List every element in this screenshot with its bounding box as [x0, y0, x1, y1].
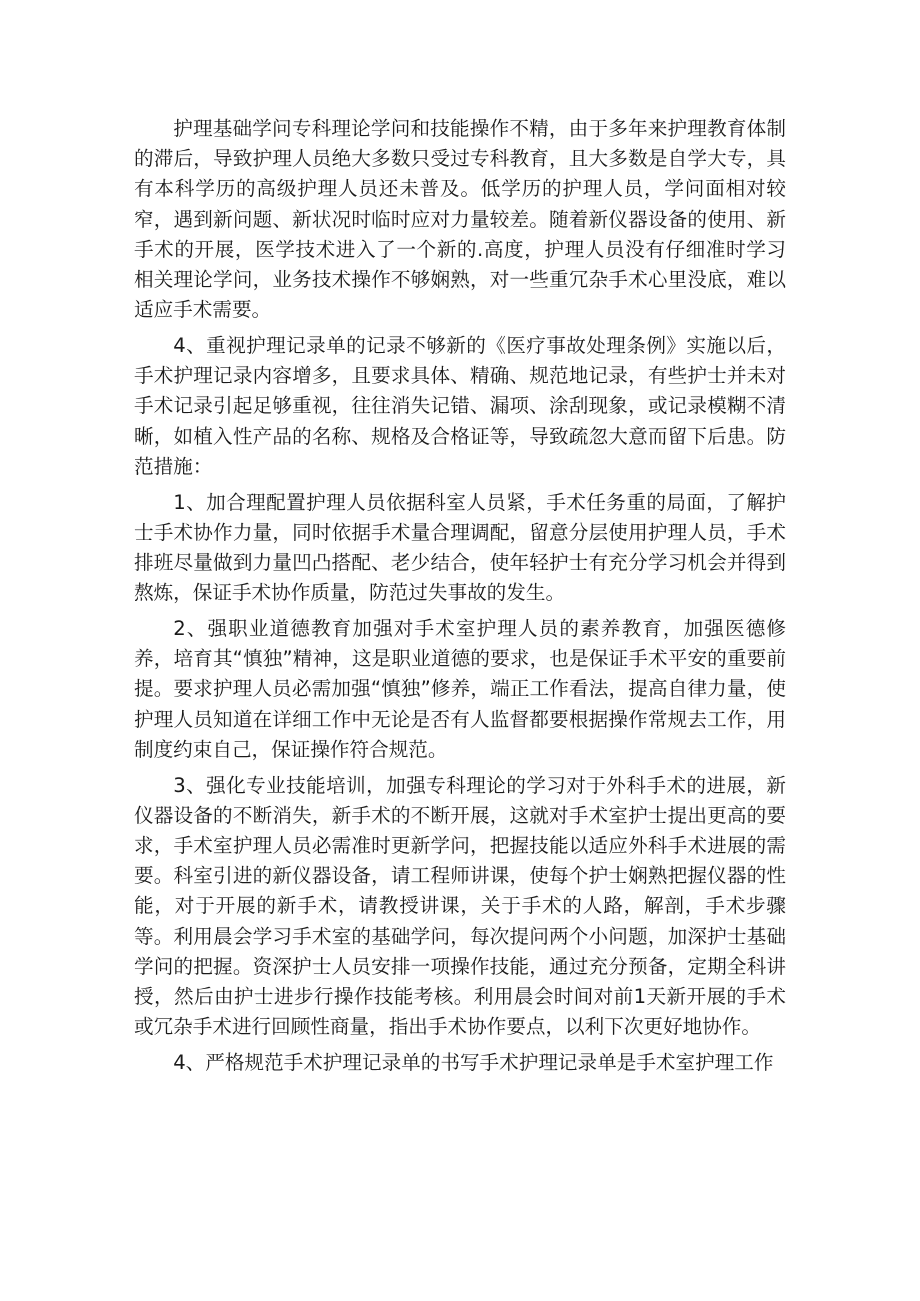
paragraph-record-standards: 4、严格规范手术护理记录单的书写手术护理记录单是手术室护理工作	[173, 1051, 774, 1075]
paragraph-basic-knowledge: 护理基础学问专科理论学问和技能操作不精，由于多年来护理教育体制的滞后，导致护理人员绝大多数只受过专科教育，且大多数是自学大专，具有本科学历的高级护理人员还未普及。低学历的护理人员，学问面相对较窄，遇到新问题、新状况时临时应对力量较差。随着新仪器设备的使用、新手术的开展，医学技术进入了一个新的.高度，护理人员没有仔细准时学习相关理论学问，业务技术操作不够娴熟，对一些重冗杂手术心里没底，难以适应手术需要。	[134, 117, 786, 322]
document-body	[134, 114, 786, 1084]
paragraph-staff-allocation: 1、加合理配置护理人员依据科室人员紧，手术任务重的局面，了解护士手术协作力量，同时依据手术量合理调配，留意分层使用护理人员，手术排班尽量做到力量凹凸搭配、老少结合，使年轻护士有充分学习机会并得到熬炼，保证手术协作质量，防范过失事故的发生。	[134, 490, 786, 605]
paragraph-ethics-education: 2、强职业道德教育加强对手术室护理人员的素养教育，加强医德修养，培育其“慎独”精神，这是职业道德的要求，也是保证手术平安的重要前提。要求护理人员必需加强“慎独”修养，端正工作看法，提高自律力量，使护理人员知道在详细工作中无论是否有人监督都要根据操作常规去工作，用制度约束自己，保证操作符合规范。	[134, 617, 786, 761]
paragraph-skills-training: 3、强化专业技能培训，加强专科理论的学习对于外科手术的进展，新仪器设备的不断消失，新手术的不断开展，这就对手术室护士提出更高的要求，手术室护理人员必需准时更新学问，把握技能以适应外科手术进展的需要。科室引进的新仪器设备，请工程师讲课，使每个护士娴熟把握仪器的性能，对于开展的新手术，请教授讲课，关于手术的人路，解剖，手术步骤等。利用晨会学习手术室的基础学问，每次提问两个小问题，加深护士基础学问的把握。资深护士人员安排一项操作技能，通过充分预备，定期全科讲授，然后由护士进步行操作技能考核。利用晨会时间对前1天新开展的手术或冗杂手术进行回顾性商量，指出手术协作要点，以利下次更好地协作。	[134, 773, 786, 1039]
paragraph-nursing-records: 4、重视护理记录单的记录不够新的《医疗事故处理条例》实施以后，手术护理记录内容增多，且要求具体、精确、规范地记录，有些护士并未对手术记录引起足够重视，往往消失记错、漏项、涂刮现象，或记录模糊不清晰，如植入性产品的名称、规格及合格证等，导致疏忽大意而留下后患。防范措施：	[134, 334, 786, 478]
